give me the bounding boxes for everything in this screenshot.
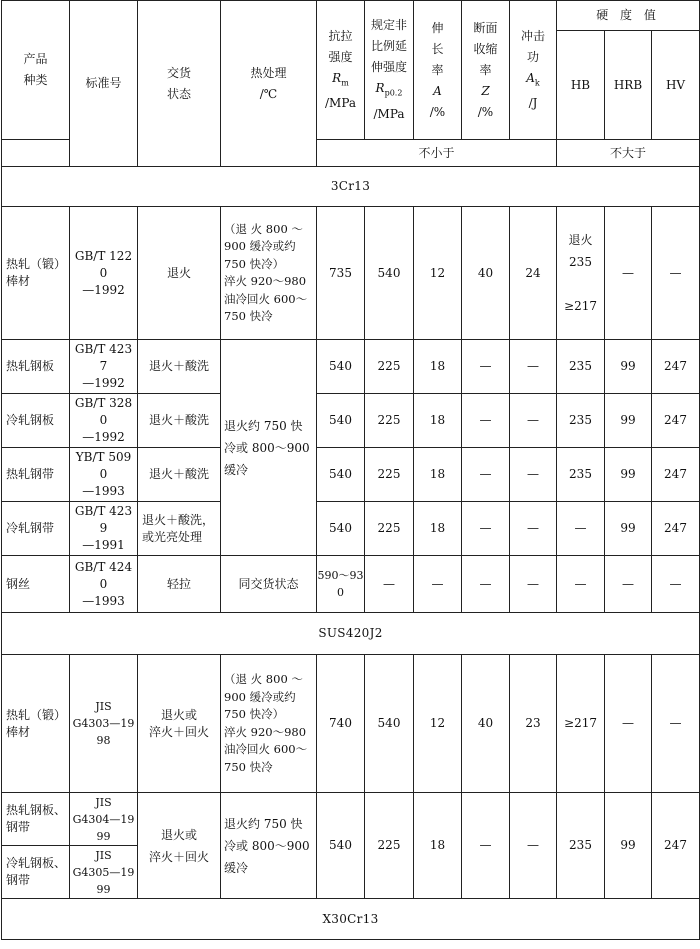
tensile-symbol-sub: m [341,78,349,88]
reduction-symbol [464,81,507,102]
header-reduction-of-area [462,1,510,140]
table-row-hv: — [652,207,700,340]
table-row-elongation: — [414,556,462,613]
header-hv: HV [652,31,700,140]
table-row-product: 热轧（锻） 棒材 [2,207,70,340]
table-row-standard: JIS G4303—1998 [70,655,138,793]
elong-symbol [416,81,459,102]
table-row-reduction: — [462,394,510,448]
yield-unit: /MPa [373,106,405,121]
table-row-hb: ≥217 [557,655,605,793]
header-delivery-state: 交货 状态 [138,1,221,167]
table-row-tensile: 540 [317,394,365,448]
table-row-elongation: 18 [414,340,462,394]
table-row-reduction: 40 [462,207,510,340]
reduction-unit: /% [477,104,494,119]
table-row-tensile: 590～930 [317,556,365,613]
shared-delivery-state: 退火或 淬火＋回火 [138,793,221,899]
reduction-symbol-letter: Z [481,83,490,98]
impact-line2: 功 [526,49,539,64]
header-hrb: HRB [605,31,652,140]
table-row-tensile: 540 [317,340,365,394]
table-row-standard: JIS G4304—1999 [70,793,138,846]
table-row-hrb: 99 [605,340,652,394]
shared-hrb: 99 [605,793,652,899]
tensile-line2: 强度 [328,49,353,64]
table-row-yield: 540 [365,207,414,340]
reduction-line3: 率 [479,62,492,77]
tensile-unit: /MPa [324,96,357,111]
table-row-yield: 225 [365,340,414,394]
table-row-hb: 235 [557,448,605,502]
header-standard-no: 标准号 [70,1,138,167]
header-min-label: 不小于 [317,140,557,167]
table-row-delivery: 退火＋酸洗， 或光亮处理 [138,502,221,556]
shared-yield: 225 [365,793,414,899]
table-row-product: 钢丝 [2,556,70,613]
table-row-hrb: 99 [605,448,652,502]
table-row-standard: GB/T 4239 —1991 [70,502,138,556]
table-row-reduction: — [462,340,510,394]
header-elongation [414,1,462,140]
table-row-delivery: 退火 [138,207,221,340]
header-impact-energy [510,1,557,140]
table-row-heat: （退 火 800 ～ 900 缓冷或约 750 快冷） 淬火 920～980 油冷回火 600～ 750 快冷 [221,655,317,793]
section-title-3cr13: 3Cr13 [2,167,700,207]
tensile-symbol-letter: R [332,70,342,85]
reduction-line2: 收缩 [473,41,498,56]
impact-symbol-letter: A [526,70,535,85]
table-row-heat: （退 火 800 ～ 900 缓冷或约 750 快冷） 淬火 920～980 油冷回火 600～ 750 快冷 [221,207,317,340]
table-row-standard: GB/T 1220 —1992 [70,207,138,340]
table-row-hv: 247 [652,502,700,556]
impact-line1: 冲击 [520,28,545,43]
shared-hb: 235 [557,793,605,899]
table-row-product: 冷轧钢板、 钢带 [2,846,70,899]
table-row-tensile: 540 [317,502,365,556]
table-row-delivery: 退火或 淬火＋回火 [138,655,221,793]
table-row-impact: — [510,502,557,556]
yield-symbol [367,78,411,103]
table-row-tensile: 735 [317,207,365,340]
table-row-delivery: 退火＋酸洗 [138,448,221,502]
shared-hv: 247 [652,793,700,899]
table-row-elongation: 18 [414,394,462,448]
tensile-symbol [319,68,362,93]
shared-heat-treatment: 退火约 750 快 冷或 800～900 缓冷 [221,340,317,556]
yield-line1: 规定非 [370,18,407,33]
table-row-reduction: — [462,502,510,556]
yield-line3: 伸强度 [370,60,407,75]
elong-symbol-letter: A [433,83,442,98]
steel-properties-table [1,0,700,940]
table-row-standard: GB/T 3280 —1992 [70,394,138,448]
header-max-label: 不大于 [557,140,700,167]
table-row-elongation: 12 [414,207,462,340]
yield-symbol-sub: p0.2 [384,88,403,98]
table-row-standard: YB/T 5090 —1993 [70,448,138,502]
table-row-heat: 同交货状态 [221,556,317,613]
table-row-hv: 247 [652,394,700,448]
shared-elongation: 18 [414,793,462,899]
table-row-impact: — [510,340,557,394]
table-row-hv: — [652,556,700,613]
table-row-yield: 225 [365,394,414,448]
elong-unit: /% [429,104,446,119]
table-row-hv: 247 [652,448,700,502]
table-row-hb: 235 [557,340,605,394]
header-heat-treatment: 热处理 /℃ [221,1,317,167]
yield-line2: 比例延 [370,39,407,54]
shared-tensile: 540 [317,793,365,899]
section-title-x30cr13: X30Cr13 [2,899,700,940]
table-row-impact: — [510,448,557,502]
table-row-reduction: — [462,448,510,502]
shared-heat-treatment: 退火约 750 快 冷或 800～900 缓冷 [221,793,317,899]
table-row-yield: 225 [365,502,414,556]
table-row-hb: 235 [557,394,605,448]
table-row-product: 冷轧钢板 [2,394,70,448]
table-row-delivery: 退火＋酸洗 [138,394,221,448]
table-row-product: 热轧钢带 [2,448,70,502]
table-row-hrb: 99 [605,502,652,556]
table-row-elongation: 12 [414,655,462,793]
table-row-standard: JIS G4305—1999 [70,846,138,899]
table-row-impact: — [510,394,557,448]
elong-line3: 率 [431,62,444,77]
table-row-impact: — [510,556,557,613]
yield-symbol-letter: R [375,81,385,96]
table-row-elongation: 18 [414,448,462,502]
table-row-tensile: 740 [317,655,365,793]
impact-unit: /J [528,96,538,111]
elong-line2: 长 [431,41,444,56]
impact-symbol-sub: k [534,78,540,88]
tensile-line1: 抗拉 [328,28,353,43]
header-hardness: 硬 度 值 [557,1,700,31]
table-row-tensile: 540 [317,448,365,502]
header-tensile-strength [317,1,365,140]
table-row-delivery: 退火＋酸洗 [138,340,221,394]
table-row-product: 热轧钢板 [2,340,70,394]
table-row-product: 热轧（锻） 棒材 [2,655,70,793]
table-row-hrb: — [605,207,652,340]
reduction-line1: 断面 [473,20,498,35]
table-row-product: 冷轧钢带 [2,502,70,556]
table-row-delivery: 轻拉 [138,556,221,613]
shared-impact: — [510,793,557,899]
table-row-impact: 23 [510,655,557,793]
section-title-sus420j2: SUS420J2 [2,613,700,655]
table-row-hb: 退火 235 ≥217 [557,207,605,340]
header-product-type: 产品 种类 [2,1,70,140]
table-row-hrb: 99 [605,394,652,448]
header-blank-cell [2,140,70,167]
table-row-hrb: — [605,655,652,793]
table-row-reduction: — [462,556,510,613]
table-row-hb: — [557,502,605,556]
table-row-hv: 247 [652,340,700,394]
table-row-yield: 540 [365,655,414,793]
table-row-yield: — [365,556,414,613]
elong-line1: 伸 [431,20,444,35]
table-row-reduction: 40 [462,655,510,793]
table-row-elongation: 18 [414,502,462,556]
header-yield-strength [365,1,414,140]
shared-reduction: — [462,793,510,899]
table-row-hv: — [652,655,700,793]
table-row-hrb: — [605,556,652,613]
table-row-hb: — [557,556,605,613]
table-row-standard: GB/T 4237 —1992 [70,340,138,394]
table-row-impact: 24 [510,207,557,340]
impact-symbol [512,68,554,93]
table-row-product: 热轧钢板、 钢带 [2,793,70,846]
table-row-yield: 225 [365,448,414,502]
header-hb: HB [557,31,605,140]
table-row-standard: GB/T 4240 —1993 [70,556,138,613]
